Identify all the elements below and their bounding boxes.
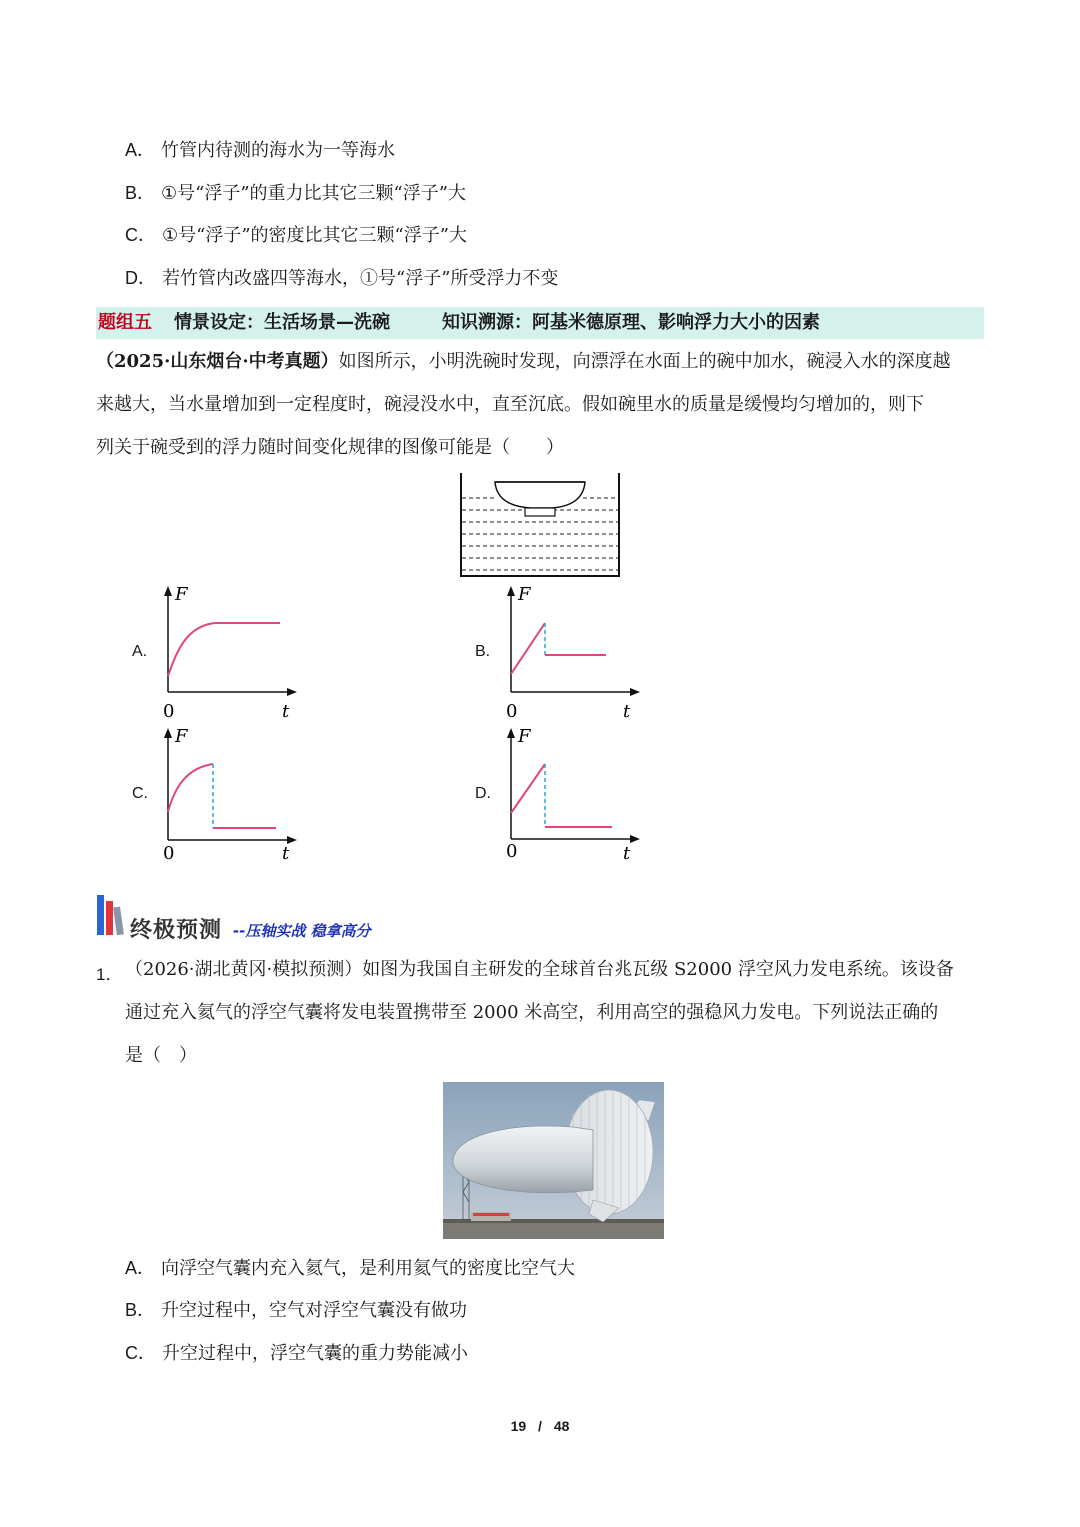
page-separator: / xyxy=(538,1418,542,1434)
y-axis-label: F xyxy=(175,726,188,747)
option-label: C． xyxy=(125,1343,156,1363)
origin-label: 0 xyxy=(163,701,175,720)
page-total: 48 xyxy=(553,1418,570,1434)
option-text: 竹管内待测的海水为一等海水 xyxy=(161,140,396,161)
q1-option-a xyxy=(125,1256,575,1281)
page-number xyxy=(0,1418,1080,1434)
x-axis-label: t xyxy=(623,843,631,862)
q1-number: 1． xyxy=(96,965,123,984)
x-axis-label: t xyxy=(282,701,290,720)
q1-line-2: 通过充入氦气的浮空气囊将发电装置携带至 2000 米高空，利用高空的强稳风力发电。下列说法正确的 xyxy=(125,1002,939,1023)
group-tag: 题组五 xyxy=(98,312,152,333)
question-source: （2025·山东烟台·中考真题） xyxy=(96,351,339,372)
origin-label: 0 xyxy=(506,841,518,862)
graph-label-c: C. xyxy=(132,785,148,802)
bowl-diagram xyxy=(455,470,625,580)
q1-option-b xyxy=(125,1298,467,1323)
graph-label-d: D. xyxy=(475,785,491,802)
option-label: B． xyxy=(125,183,156,203)
prediction-title: 终极预测 xyxy=(130,918,223,943)
option-a xyxy=(125,138,395,163)
group-source: 知识溯源：阿基米德原理、影响浮力大小的因素 xyxy=(442,312,820,333)
group-banner xyxy=(96,307,984,339)
option-label: A． xyxy=(125,140,156,160)
y-axis-label: F xyxy=(518,726,531,747)
graph-a xyxy=(155,580,305,720)
option-label: D． xyxy=(125,268,156,288)
x-axis-label: t xyxy=(623,701,631,720)
graph-label-b: B. xyxy=(475,643,491,660)
page-current: 19 xyxy=(510,1418,527,1434)
option-label: C． xyxy=(125,225,156,245)
option-text: 升空过程中，空气对浮空气囊没有做功 xyxy=(161,1300,468,1321)
q1-option-c xyxy=(125,1341,468,1366)
option-text: 向浮空气囊内充入氦气，是利用氦气的密度比空气大 xyxy=(161,1258,576,1279)
question-text-1: 如图所示，小明洗碗时发现，向漂浮在水面上的碗中加水，碗浸入水的深度越 xyxy=(338,351,951,372)
prediction-subtitle: --压轴实战 稳拿高分 xyxy=(233,922,371,940)
option-d xyxy=(125,266,558,291)
x-axis-label: t xyxy=(282,843,290,862)
origin-label: 0 xyxy=(163,843,175,862)
origin-label: 0 xyxy=(506,701,518,720)
question-line-2: 来越大，当水量增加到一定程度时，碗浸没水中，直至沉底。假如碗里水的质量是缓慢均匀增加的，则下 xyxy=(96,394,924,415)
airborne-turbine-photo xyxy=(443,1082,664,1239)
option-label: B． xyxy=(125,1300,156,1320)
books-icon xyxy=(96,893,132,937)
option-text: ①号“浮子”的重力比其它三颗“浮子”大 xyxy=(161,183,466,204)
option-c xyxy=(125,223,467,248)
q1-line-1: （2026·湖北黄冈·模拟预测）如图为我国自主研发的全球首台兆瓦级 S2000 浮空风力发电系统。该设备 xyxy=(125,959,954,980)
y-axis-label: F xyxy=(518,584,531,605)
graph-b xyxy=(498,580,648,720)
option-text: 若竹管内改盛四等海水，①号“浮子”所受浮力不变 xyxy=(162,268,559,289)
graph-c xyxy=(155,722,305,862)
option-b xyxy=(125,181,466,206)
question-line-3: 列关于碗受到的浮力随时间变化规律的图像可能是（ ） xyxy=(96,437,564,458)
option-text: 升空过程中，浮空气囊的重力势能减小 xyxy=(162,1343,468,1364)
graph-label-a: A. xyxy=(132,643,148,660)
option-text: ①号“浮子”的密度比其它三颗“浮子”大 xyxy=(162,225,467,246)
q1-line-3: 是（ ） xyxy=(125,1045,197,1066)
question-line-1 xyxy=(96,350,984,374)
graph-d xyxy=(498,722,648,862)
y-axis-label: F xyxy=(175,584,188,605)
group-scene: 情景设定：生活场景—洗碗 xyxy=(174,312,390,333)
option-label: A． xyxy=(125,1258,156,1278)
